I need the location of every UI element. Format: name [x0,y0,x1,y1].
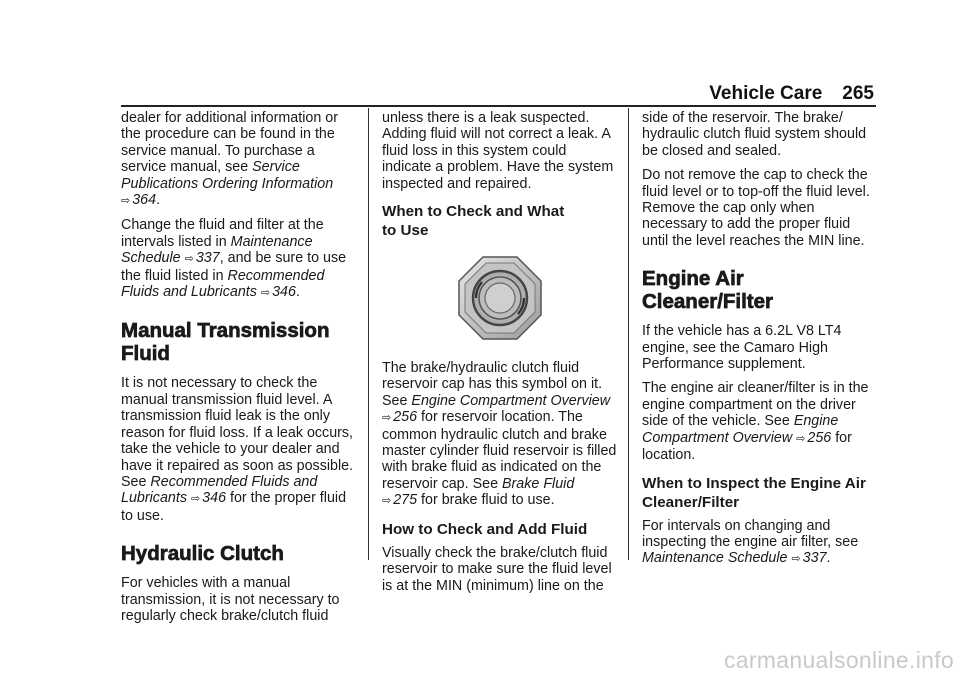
xref-link[interactable]: Maintenance Schedule [642,550,788,567]
column-divider-1 [368,108,369,560]
arrow-icon: ⇨ [121,195,131,208]
heading-when-to-inspect: When to Inspect the Engine Air Cleaner/Filter [642,474,866,511]
page-header [709,83,874,105]
brake-fluid-symbol-icon [382,246,618,350]
arrow-icon: ⇨ [382,412,392,425]
column-divider-2 [628,108,629,560]
paragraph: Visually check the brake/clutch fluid reservoir to make sure the fluid level is at the MIN (minimum) line on the [382,544,612,594]
arrow-icon: ⇨ [791,553,801,566]
paragraph: Change the fluid and filter at the intervals listed in Maintenance Schedule ⇨ 337, and be sure to use the fluid listed in Recommended Fluids and Lubricants ⇨ 346. [121,217,347,301]
column-1 [121,110,357,632]
arrow-icon: ⇨ [260,287,271,300]
page-ref[interactable]: 346 [202,490,227,507]
page-ref[interactable]: 275 [393,492,418,509]
page-ref[interactable]: 337 [195,250,220,267]
header-rule [121,105,876,107]
page-ref[interactable]: 256 [807,429,832,446]
arrow-icon: ⇨ [184,253,194,266]
paragraph: It is not necessary to check the manual transmission fluid level. A transmission fluid leak is the only reason for fluid loss. If a leak occurs, take the vehicle to your dealer and have it repaired as soon as possible. See Recommended Fluids and Lubricants ⇨ 346 for the proper fluid to use. [121,375,354,524]
watermark: carmanualsonline.info [723,647,954,673]
paragraph: For vehicles with a manual transmission, it is not necessary to regularly check brake/clutch fluid [121,575,340,624]
page-ref[interactable]: 346 [272,284,296,301]
xref-link[interactable]: Recommended Fluids and Lubricants [121,267,325,301]
column-3 [642,110,878,576]
xref-link[interactable]: Service Publications Ordering Information [121,159,334,192]
paragraph: Do not remove the cap to check the fluid level or to top-off the fluid level. Remove the cap only when necessary to add the proper fluid until the level reaches the MIN line. [642,167,870,249]
arrow-icon: ⇨ [796,432,806,445]
paragraph: The brake/hydraulic clutch fluid reservoir cap has this symbol on it. See Engine Compartment Overview ⇨ 256 for reservoir location. The common hydraulic clutch and brake master cylinder fluid reservoir is filled with brake fluid as indicated on the reservoir cap. See Brake Fluid ⇨ 275 for brake fluid to use. [382,360,617,509]
paragraph: dealer for additional information or the procedure can be found in the service manual. To purchase a service manual, see Service Publications Ordering Information ⇨ 364. [121,110,338,209]
xref-link[interactable]: Engine Compartment Overview [411,392,611,409]
paragraph: The engine air cleaner/filter is in the engine compartment on the driver side of the vehicle. See Engine Compartment Overview ⇨ 256 for location. [642,380,869,464]
paragraph: unless there is a leak suspected. Adding fluid will not correct a leak. A fluid loss in this system could indicate a problem. Have the system inspected and repaired. [382,110,614,192]
column-2 [382,110,618,602]
xref-link[interactable]: Brake Fluid [502,475,575,492]
paragraph: If the vehicle has a 6.2L V8 LT4 engine, see the Camaro High Performance supplement. [642,323,842,373]
arrow-icon: ⇨ [382,495,392,508]
xref-link[interactable]: Maintenance Schedule [121,233,313,267]
paragraph: For intervals on changing and inspecting the engine air filter, see Maintenance Schedule ⇨ 337. [642,517,859,567]
page-ref[interactable]: 337 [802,550,827,567]
paragraph: side of the reservoir. The brake/ hydraulic clutch fluid system should be closed and sealed. [642,110,867,159]
section-title: Vehicle Care [709,83,823,104]
arrow-icon: ⇨ [190,493,201,506]
heading-when-to-check: When to Check and What to Use [382,203,565,240]
page-ref[interactable]: 364 [132,192,157,209]
heading-hydraulic-clutch: Hydraulic Clutch [121,542,284,566]
heading-how-to-check: How to Check and Add Fluid [382,520,588,538]
heading-engine-air-cleaner: Engine Air Cleaner/Filter [642,267,774,314]
xref-link[interactable]: Recommended Fluids and Lubricants [121,473,318,507]
page-ref[interactable]: 256 [393,409,418,426]
xref-link[interactable]: Engine Compartment Overview [642,413,839,446]
page-number: 265 [842,83,874,104]
heading-manual-transmission-fluid: Manual Transmission Fluid [121,319,330,366]
